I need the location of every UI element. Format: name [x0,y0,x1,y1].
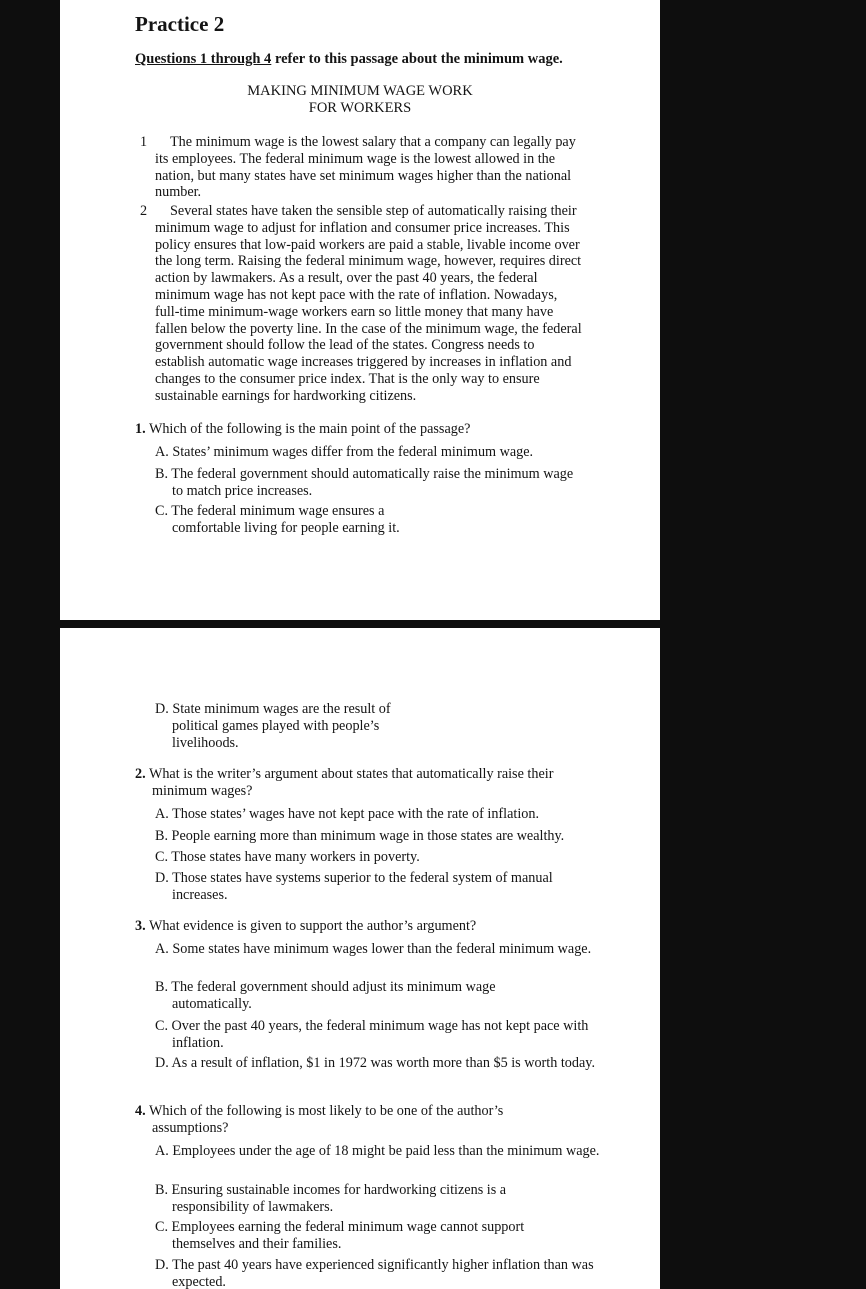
question-1-option-c: C. The federal minimum wage ensures a comfortable living for people earning it. [155,503,400,536]
question-3-option-c: C. Over the past 40 years, the federal minimum wage has not kept pace with inflation. [155,1018,589,1051]
question-1 [135,421,605,438]
question-2 [135,766,607,800]
intro-text: refer to this passage about the minimum wage. [271,51,563,67]
passage-title-line-2: FOR WORKERS [308,100,412,116]
passage-intro [135,51,563,68]
question-1-option-b: B. The federal government should automatically raise the minimum wage to match price increases. [155,466,574,499]
paragraph-text: Several states have taken the sensible step of automatically raising their minimum wage to adjust for inflation and consumer price increases. This policy ensures that low-paid workers are paid a stable, livable income over the long term. Raising the federal minimum wage, however, requires direct action by lawmakers. As a result, over the past 40 years, the federal minimum wage has not kept pace with the rate of inflation. Nowadays, full-time minimum-wage workers earn so little money that many have fallen below the poverty line. In the case of the minimum wage, the federal government should follow the lead of the states. Congress needs to establish automatic wage increases triggered by increases in inflation and changes to the consumer price index. That is the only way to ensure sustainable earnings for hardworking citizens. [155,203,582,404]
question-3-option-d: D. As a result of inflation, $1 in 1972 was worth more than $5 is worth today. [155,1055,596,1071]
question-2-option-c: C. Those states have many workers in poverty. [155,849,420,865]
document-page-1 [60,0,660,620]
question-2-option-b: B. People earning more than minimum wage in those states are wealthy. [155,828,565,844]
question-text: Which of the following is the main point of the passage? [148,421,471,437]
question-4 [135,1103,562,1137]
question-3 [135,918,605,935]
question-1-option-d: D. State minimum wages are the result of political games played with people’s livelihoods. [155,701,391,751]
paragraph-number: 2 [140,203,148,219]
question-3-option-b: B. The federal government should adjust its minimum wage automatically. [155,979,496,1012]
paragraph-text: The minimum wage is the lowest salary that a company can legally pay its employees. The federal minimum wage is the lowest allowed in the nation, but many states have set minimum wages higher than the national number. [155,134,576,201]
passage-title-line-1: MAKING MINIMUM WAGE WORK [247,83,473,99]
paragraph-number: 1 [140,134,148,150]
question-text: Which of the following is most likely to be one of the author’s assumptions? [148,1103,504,1136]
passage-paragraph-2 [140,203,585,405]
question-number: 3. [135,918,146,934]
question-4-option-a: A. Employees under the age of 18 might be paid less than the minimum wage. [155,1143,600,1159]
passage-paragraph-1 [140,134,585,201]
question-number: 1. [135,421,146,437]
page-title: Practice 2 [135,12,225,36]
question-4-option-b: B. Ensuring sustainable incomes for hardworking citizens is a responsibility of lawmakers. [155,1182,507,1215]
question-3-option-a: A. Some states have minimum wages lower than the federal minimum wage. [155,941,592,957]
question-number: 4. [135,1103,146,1119]
question-number: 2. [135,766,146,782]
question-2-option-d: D. Those states have systems superior to the federal system of manual increases. [155,870,553,903]
question-1-option-a: A. States’ minimum wages differ from the federal minimum wage. [155,444,534,460]
question-text: What evidence is given to support the author’s argument? [148,918,477,934]
question-text: What is the writer’s argument about states that automatically raise their minimum wages? [148,766,554,799]
intro-question-range: Questions 1 through 4 [135,51,272,67]
question-2-option-a: A. Those states’ wages have not kept pace with the rate of inflation. [155,806,539,822]
document-page-2 [60,628,660,1289]
question-4-option-d: D. The past 40 years have experienced significantly higher inflation than was expected. [155,1257,594,1289]
question-4-option-c: C. Employees earning the federal minimum wage cannot support themselves and their families. [155,1219,525,1252]
